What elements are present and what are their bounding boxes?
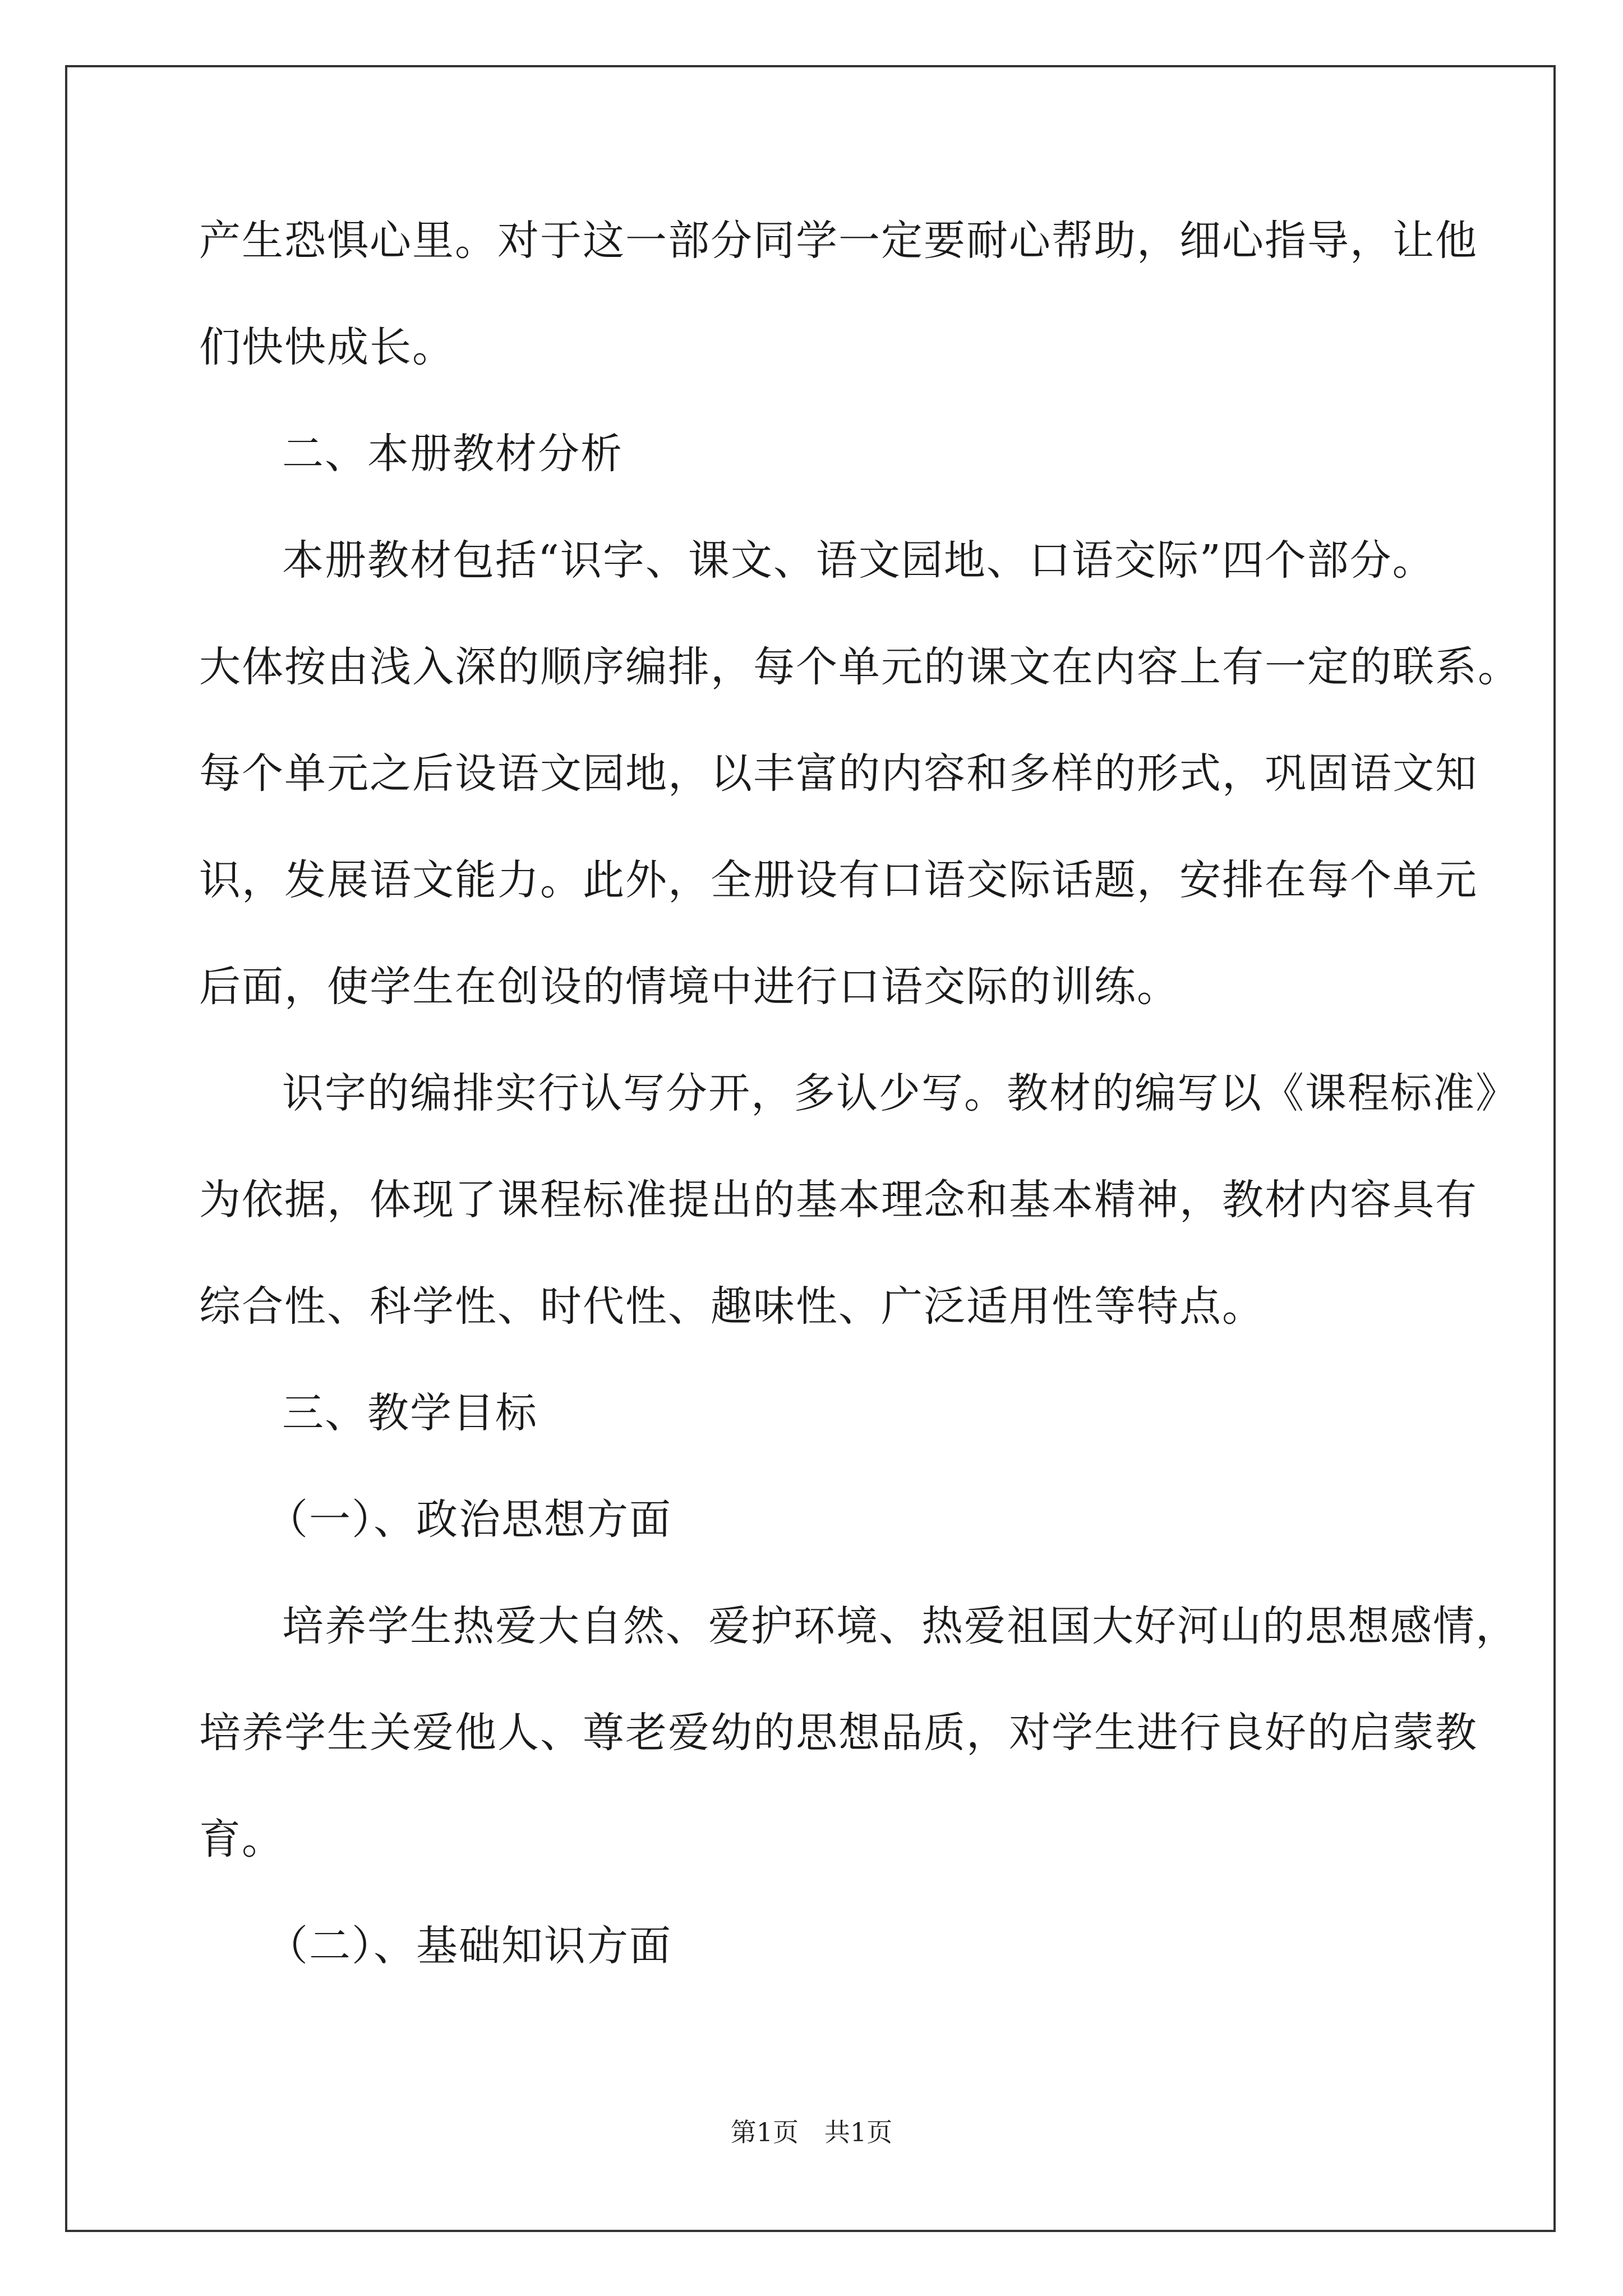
- paragraph-line: 为依据，体现了课程标准提出的基本理念和基本精神，教材内容具有: [199, 1176, 1478, 1224]
- subsection-heading: （二）、基础知识方面: [266, 1922, 672, 1970]
- paragraph-line: 每个单元之后设语文园地，以丰富的内容和多样的形式，巩固语文知: [199, 749, 1478, 798]
- subsection-heading: （一）、政治思想方面: [266, 1496, 672, 1544]
- paragraph-line: 大体按由浅入深的顺序编排，每个单元的课文在内容上有一定的联系。: [199, 643, 1520, 691]
- paragraph-line: 识，发展语文能力。此外，全册设有口语交际话题，安排在每个单元: [199, 856, 1478, 904]
- paragraph-line: 后面，使学生在创设的情境中进行口语交际的训练。: [199, 963, 1179, 1011]
- paragraph-line: 识字的编排实行认写分开，多认少写。教材的编写以《课程标准》: [282, 1069, 1518, 1117]
- paragraph-line: 综合性、科学性、时代性、趣味性、广泛适用性等特点。: [199, 1282, 1265, 1331]
- paragraph-line: 们快快成长。: [199, 323, 455, 371]
- document-body: [199, 217, 1520, 2032]
- paragraph-line: 本册教材包括“识字、课文、语文园地、口语交际”四个部分。: [282, 536, 1435, 585]
- paragraph-line: 产生恐惧心里。对于这一部分同学一定要耐心帮助，细心指导，让他: [199, 217, 1478, 265]
- paragraph-line: 培养学生热爱大自然、爱护环境、热爱祖国大好河山的思想感情，: [282, 1602, 1518, 1650]
- section-heading: 二、本册教材分析: [282, 430, 623, 478]
- paragraph-line: 育。: [199, 1815, 284, 1864]
- paragraph-line: 培养学生关爱他人、尊老爱幼的思想品质，对学生进行良好的启蒙教: [199, 1709, 1478, 1757]
- section-heading: 三、教学目标: [282, 1389, 538, 1437]
- page-number-footer: 第1页 共1页: [730, 2117, 893, 2147]
